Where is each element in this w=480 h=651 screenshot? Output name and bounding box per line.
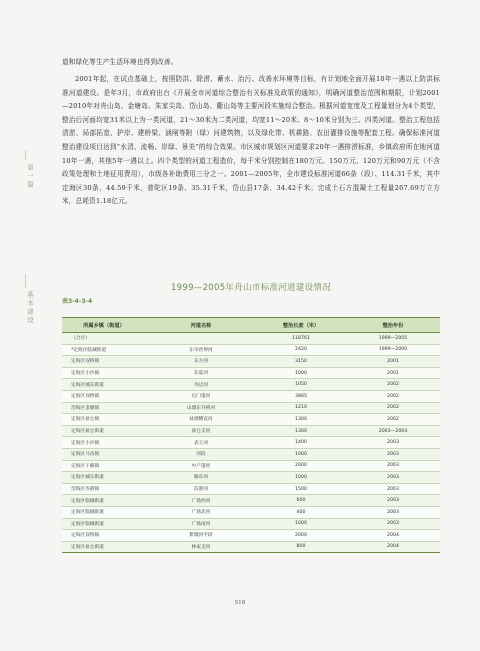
- cell-length: 1000: [256, 518, 346, 530]
- cell-length: 1000: [256, 472, 346, 484]
- cell-length: 118761: [256, 333, 346, 345]
- cell-year: 2003: [346, 483, 440, 495]
- body-paragraph-1: 道和绿化等生产生活环境也得到改善。: [62, 58, 178, 66]
- table-row: [62, 472, 440, 484]
- column-header-river-name: 河道名称: [146, 318, 256, 333]
- cell-length: 1000: [256, 448, 346, 460]
- cell-length: 3865: [256, 390, 346, 402]
- cell-year: 2003: [346, 495, 440, 507]
- cell-township: 定海区临城街道: [62, 518, 146, 530]
- cell-year: 2001: [346, 367, 440, 379]
- table-row: [62, 518, 440, 530]
- cell-river-name: 盐潭横直河: [146, 414, 256, 426]
- cell-township: 定海区临城街道: [62, 506, 146, 518]
- cell-year: 2003: [346, 448, 440, 460]
- cell-river-name: 紫微河平段: [146, 530, 256, 542]
- cell-river-name: 解东河: [146, 472, 256, 484]
- table-row: [62, 344, 440, 356]
- table-title: 1999—2005年舟山市标准河道建设情况: [170, 283, 332, 293]
- cell-year: 1999—2000: [346, 344, 440, 356]
- table-row: [62, 495, 440, 507]
- cell-length: 1050: [256, 379, 346, 391]
- cell-township: （合计）: [62, 333, 146, 345]
- cell-river-name: 广场南河: [146, 518, 256, 530]
- table-row: [62, 367, 440, 379]
- cell-river-name: [146, 333, 256, 345]
- table-row: [62, 437, 440, 449]
- cell-river-name: 中产蓬河: [146, 460, 256, 472]
- sidebar-rule-bottom: [25, 274, 26, 288]
- cell-township: 定海区双桥镇: [62, 390, 146, 402]
- table-row: [62, 390, 440, 402]
- cell-river-name: 后门蓬河: [146, 390, 256, 402]
- table-row: [62, 414, 440, 426]
- cell-year: 2003: [346, 437, 440, 449]
- table-row: [62, 541, 440, 553]
- cell-length: 400: [256, 506, 346, 518]
- cell-year: 2003: [346, 472, 440, 484]
- cell-river-name: 山潭东升桥河: [146, 402, 256, 414]
- cell-township: 定海区双桥镇: [62, 530, 146, 542]
- cell-river-name: 林家支河: [146, 541, 256, 553]
- cell-township: 岱海区金塘镇: [62, 402, 146, 414]
- cell-year: 2002: [346, 414, 440, 426]
- cell-township: *定海区临城街道: [62, 344, 146, 356]
- page-number: 518: [234, 600, 246, 606]
- cell-river-name: 东夏河: [146, 367, 256, 379]
- cell-length: 1300: [256, 425, 346, 437]
- cell-township: 定海区盐仓镇: [62, 414, 146, 426]
- cell-year: 2001: [346, 356, 440, 368]
- cell-river-name: 沃港河: [146, 483, 256, 495]
- table-row: [62, 333, 440, 345]
- cell-length: 1400: [256, 437, 346, 449]
- cell-river-name: 东方河: [146, 356, 256, 368]
- column-header-length: 整治长度（米）: [256, 318, 346, 333]
- cell-river-name: 表王河: [146, 437, 256, 449]
- cell-river-name: 东岑丝界河: [146, 344, 256, 356]
- table-row: [62, 506, 440, 518]
- cell-river-name: 广场西河: [146, 495, 256, 507]
- table-row: [62, 356, 440, 368]
- cell-length: 800: [256, 541, 346, 553]
- cell-township: 岱海区岑港镇: [62, 483, 146, 495]
- cell-township: 定海区盐仓街道: [62, 425, 146, 437]
- table-number: 表3-4-3-4: [62, 298, 93, 305]
- table-row: [62, 460, 440, 472]
- cell-year: 1999—2005: [346, 333, 440, 345]
- cell-township: 定海区双桥镇: [62, 356, 146, 368]
- cell-river-name: 岑边河: [146, 379, 256, 391]
- river-table-container: [62, 317, 440, 553]
- body-paragraph-2: 2001年起，在试点基础上，按照防洪、除涝、蓄水、治污、改善水环境等目标，有计划地全面开展10年一遇以上防洪标准河道建设。是年3月，市政府出台《开展全市河道综合整治有关标准及政策的通知》，明确河道整治范围和期限，计划2001—2010年对舟山岛、金塘岛、朱家尖岛、岱山岛、衢山岛等主要河段实施综合整治。根据河道宽度及工程量划分为4个类型，整治后河面均宽31米以上为一类河道，21～30米为二类河道，均宽11～20米、8～10米分别为三、四类河道。整治工程包括清淤、局部拓宽、护岸、建桥梁、涵闸等附（绿）河建筑物，以及绿化带、机耕路、农田灌排设施等配套工程。确保标准河道整治建设项目达到“水清、流畅、岸绿、景美”的综合效果。市区城市规划区河道要求20年一遇排涝标准，乡镇政府所在地河道10年一遇，其他5年一遇以上。四个类型的河道工程造价，每千米分别控制在180万元、150万元、120万元和90万元（不含政策处理和土地征用费用），市级各补助费用三分之一。2001—2005年，全市建设标准河道66条（段）、114.31千米，其中定海区30条、44.59千米，普陀区19条、35.31千米，岱山县17条、34.42千米；完成土石方混凝土工程量267.69万立方米，总耗资1.18亿元。: [62, 75, 440, 206]
- table-row: [62, 379, 440, 391]
- cell-township: 定海区马岙镇: [62, 448, 146, 460]
- table-row: [62, 483, 440, 495]
- column-header-year: 整治年份: [346, 318, 440, 333]
- sidebar-chapter-label: 第一篇: [26, 164, 34, 190]
- cell-year: 2003—2004: [346, 425, 440, 437]
- sidebar-section-label: 基本建设: [26, 291, 34, 325]
- cell-length: 2000: [256, 530, 346, 542]
- cell-length: 1500: [256, 483, 346, 495]
- river-construction-table: [62, 317, 440, 553]
- cell-year: 2004: [346, 541, 440, 553]
- cell-length: 2000: [256, 460, 346, 472]
- cell-year: 2003: [346, 460, 440, 472]
- cell-township: 定海区盐仓街道: [62, 541, 146, 553]
- cell-length: 1210: [256, 402, 346, 414]
- table-row: [62, 402, 440, 414]
- cell-township: 定海区城东街道: [62, 472, 146, 484]
- cell-year: 2002: [346, 402, 440, 414]
- table-header-row: [62, 318, 440, 333]
- cell-year: 2002: [346, 379, 440, 391]
- cell-township: 定海区干礁镇: [62, 460, 146, 472]
- table-row: [62, 448, 440, 460]
- cell-length: 3150: [256, 356, 346, 368]
- cell-township: 定海区小沙镇: [62, 437, 146, 449]
- column-header-township: 所属乡镇（街道）: [62, 318, 146, 333]
- cell-length: 1000: [256, 367, 346, 379]
- cell-year: 2003: [346, 518, 440, 530]
- cell-length: 600: [256, 495, 346, 507]
- cell-length: 1300: [256, 414, 346, 426]
- cell-year: 2004: [346, 530, 440, 542]
- cell-river-name: 盐仓支河: [146, 425, 256, 437]
- table-row: [62, 425, 440, 437]
- cell-year: 2003: [346, 506, 440, 518]
- cell-length: 2420: [256, 344, 346, 356]
- cell-river-name: 广场北河: [146, 506, 256, 518]
- table-row: [62, 530, 440, 542]
- cell-river-name: 河段: [146, 448, 256, 460]
- cell-township: 定海区临城街道: [62, 495, 146, 507]
- cell-township: 定海区小沙镇: [62, 367, 146, 379]
- cell-year: 2002: [346, 390, 440, 402]
- table-body: [62, 333, 440, 553]
- sidebar-rule-top: [25, 150, 26, 160]
- cell-township: 定海区城东街道: [62, 379, 146, 391]
